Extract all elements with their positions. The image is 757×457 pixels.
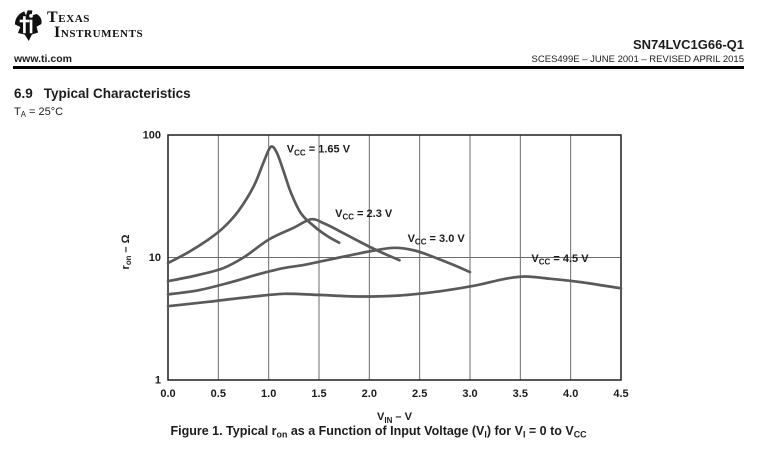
ti-bug-icon [13, 6, 44, 45]
x-tick-label: 3.5 [512, 388, 528, 400]
doc-revision: SCES499E – JUNE 2001 – REVISED APRIL 2015 [531, 54, 744, 65]
curve-label: $V_{CC} = 4.5$ V [531, 252, 589, 267]
curve-1.65 [168, 146, 339, 263]
x-tick-label: 4.5 [613, 388, 629, 400]
section-heading [14, 86, 191, 101]
curve-2.3 [168, 219, 400, 281]
y-tick-label: 10 [148, 252, 161, 264]
ron-vs-vin-chart [100, 118, 660, 428]
x-axis-title: $V_{IN}$ – V [377, 411, 412, 425]
curve-label: $V_{CC} = 1.65$ V [286, 143, 351, 158]
brand-wordmark [47, 6, 143, 40]
website-link[interactable]: www.ti.com [14, 53, 72, 65]
x-tick-label: 4.0 [563, 388, 579, 400]
header-rule [13, 66, 744, 69]
x-tick-label: 3.0 [462, 388, 478, 400]
x-tick-label: 1.5 [311, 388, 327, 400]
brand-line1: Texas [47, 9, 91, 26]
figure-caption: Figure 1. Typical $r_{on}$ as a Function of Input Voltage $(V_I)$ for $V_I = 0$ to $V_{CC}$ [170, 424, 587, 440]
section-number: 6.9 [14, 86, 33, 101]
y-tick-label: 1 [154, 374, 161, 387]
x-tick-label: 0.0 [160, 388, 176, 400]
test-condition: $T_A = 25^\circ C$ [14, 106, 64, 120]
x-tick-label: 2.5 [412, 388, 428, 400]
section-title: Typical Characteristics [43, 86, 191, 101]
part-number: SN74LVC1G66-Q1 [632, 37, 744, 52]
y-axis-title: $r_{on}$ – Ω [120, 234, 134, 270]
ti-logo [13, 6, 143, 45]
curve-label: $V_{CC} = 2.3$ V [335, 207, 393, 222]
y-tick-label: 100 [142, 129, 161, 142]
x-tick-label: 1.0 [261, 388, 277, 400]
x-tick-label: 2.0 [361, 388, 377, 400]
x-tick-label: 0.5 [210, 388, 226, 400]
brand-line2: Instruments [54, 24, 144, 41]
curve-label: $V_{CC} = 3.0$ V [407, 232, 465, 247]
